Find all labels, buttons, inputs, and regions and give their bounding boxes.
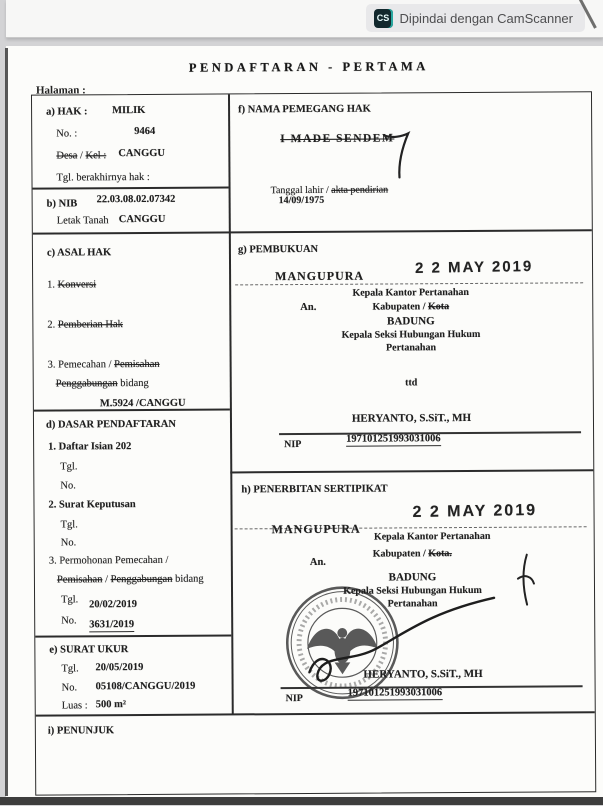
handwritten-mark	[382, 129, 412, 181]
penerbitan-office-line1: Kepala Kantor Pertanahan	[373, 530, 491, 543]
section-pembukuan-label: g) PEMBUKUAN	[237, 243, 319, 256]
surat-ukur-luas-label: Luas :	[61, 700, 88, 712]
field-hak-label: a) HAK :	[46, 106, 88, 118]
row-line-e-h	[36, 711, 595, 716]
penerbitan-date-stamp: 2 2 MAY 2019	[412, 501, 538, 521]
pembukuan-date-stamp: 2 2 MAY 2019	[414, 257, 534, 277]
section-pemegang-hak-label: f) NAMA PEMEGANG HAK	[238, 103, 371, 116]
surat-ukur-tgl-value: 20/05/2019	[95, 661, 144, 674]
pembukuan-office-line3: Kepala Seksi Hubungan Hukum	[341, 328, 481, 341]
field-letak-value: CANGGU	[118, 213, 166, 226]
pembukuan-an: An.	[300, 301, 317, 314]
pembukuan-office-line2: Kabupaten / Kota	[372, 301, 450, 313]
penerbitan-region: BADUNG	[388, 571, 437, 584]
pen-flourish-mark	[513, 551, 539, 611]
field-letak-label: Letak Tanah	[56, 215, 109, 227]
row-line-a	[33, 186, 229, 189]
penerbitan-office-line2: Kabupaten / Kota.	[372, 548, 452, 560]
birth-date-label: Tanggal lahir / akta pendirian	[270, 184, 389, 197]
asal-hak-item3-line1: 3. Pemecahan / Pemisahan	[47, 358, 160, 371]
section-penerbitan-label: h) PENERBITAN SERTIPIKAT	[241, 483, 388, 496]
asal-hak-item3-line2: Penggabungan bidang	[55, 377, 149, 390]
dasar-item1-no: No.	[60, 480, 76, 492]
holder-name-struck: I MADE SENDEM	[280, 132, 395, 146]
pembukuan-office-line1: Kepala Kantor Pertanahan	[352, 286, 469, 299]
section-penunjuk-label: i) PENUNJUK	[47, 725, 115, 737]
asal-hak-item2: 2. Pemberian Hak	[47, 319, 123, 331]
field-hak-value: MILIK	[112, 104, 146, 117]
dasar-item2-tgl: Tgl.	[60, 519, 78, 531]
penerbitan-nip-label: NIP	[285, 693, 303, 705]
penerbitan-an: An.	[309, 556, 326, 568]
pembukuan-signer-name: HERYANTO, S.SiT., MH	[351, 411, 472, 425]
penerbitan-office-line3: Kepala Seksi Hubungan Hukum	[343, 584, 482, 597]
document-title: PENDAFTARAN - PERTAMA	[188, 59, 429, 75]
camscanner-badge	[366, 4, 585, 32]
pembukuan-nip-label: NIP	[284, 439, 302, 451]
dasar-item3-line1: 3. Permohonan Pemecahan /	[48, 554, 169, 567]
field-desa-value: CANGGU	[118, 147, 166, 160]
pembukuan-region: BADUNG	[386, 315, 435, 328]
penerbitan-nip-value: 197101251993031006	[347, 687, 443, 699]
section-asal-hak-label: c) ASAL HAK	[46, 247, 112, 259]
form-table	[31, 91, 596, 795]
penerbitan-office-line4: Pertanahan	[387, 598, 438, 610]
page-number-label: Halaman :	[35, 84, 86, 97]
dasar-no-value: 3631/2019	[89, 619, 135, 631]
dasar-no-label: No.	[61, 615, 77, 627]
pembukuan-city: MANGUPURA	[275, 268, 365, 284]
land-registration-form	[4, 44, 603, 806]
document-page	[6, 46, 603, 804]
surat-ukur-luas-value: 500 m²	[95, 699, 127, 711]
surat-ukur-no-value: 05108/CANGGU/2019	[95, 680, 196, 693]
dasar-item2: 2. Surat Keputusan	[48, 499, 136, 511]
section-surat-ukur-label: e) SURAT UKUR	[49, 644, 129, 656]
pembukuan-nip-value: 197101251993031006	[346, 433, 441, 445]
field-nib-value: 22.03.08.02.07342	[96, 193, 176, 206]
column-divider	[228, 94, 233, 713]
row-line-d	[35, 634, 231, 637]
field-nib-label: b) NIB	[46, 198, 78, 210]
signature	[297, 593, 508, 684]
row-line-g	[230, 469, 593, 473]
field-no-label: No. :	[56, 128, 78, 140]
dasar-item3-line2: Pemisahan / Penggabungan bidang	[56, 573, 204, 586]
dasar-item2-no: No.	[60, 537, 77, 549]
pembukuan-ttd: ttd	[405, 377, 418, 389]
dasar-tgl-value: 20/02/2019	[89, 599, 137, 611]
birth-date-value: 14/09/1975	[278, 194, 325, 207]
surat-ukur-no-label: No.	[61, 682, 78, 694]
section-dasar-label: d) DASAR PENDAFTARAN	[45, 418, 176, 431]
penerbitan-city: MANGUPURA	[271, 521, 361, 537]
previous-page-edge	[6, 0, 603, 38]
asal-hak-item1: 1. Konversi	[47, 279, 97, 291]
camscanner-badge-label: Dipindai dengan CamScanner	[399, 10, 573, 26]
field-no-value: 9464	[134, 125, 156, 138]
field-desa-label: Desa / Kel :	[56, 150, 107, 162]
pembukuan-office-line4: Pertanahan	[385, 342, 437, 354]
dasar-item1-tgl: Tgl.	[60, 461, 78, 473]
dasar-item1: 1. Daftar Isian 202	[48, 441, 132, 453]
penerbitan-signer-name: HERYANTO, S.SiT., MH	[363, 667, 483, 681]
asal-hak-reference: M.5924 /CANGGU	[99, 397, 186, 410]
field-expiry-label: Tgl. berakhirnya hak :	[56, 171, 150, 184]
surat-ukur-tgl-label: Tgl.	[61, 663, 79, 675]
row-line-b-f	[33, 229, 592, 234]
camscanner-icon: CS	[374, 9, 393, 28]
dasar-tgl-label: Tgl.	[61, 594, 79, 606]
